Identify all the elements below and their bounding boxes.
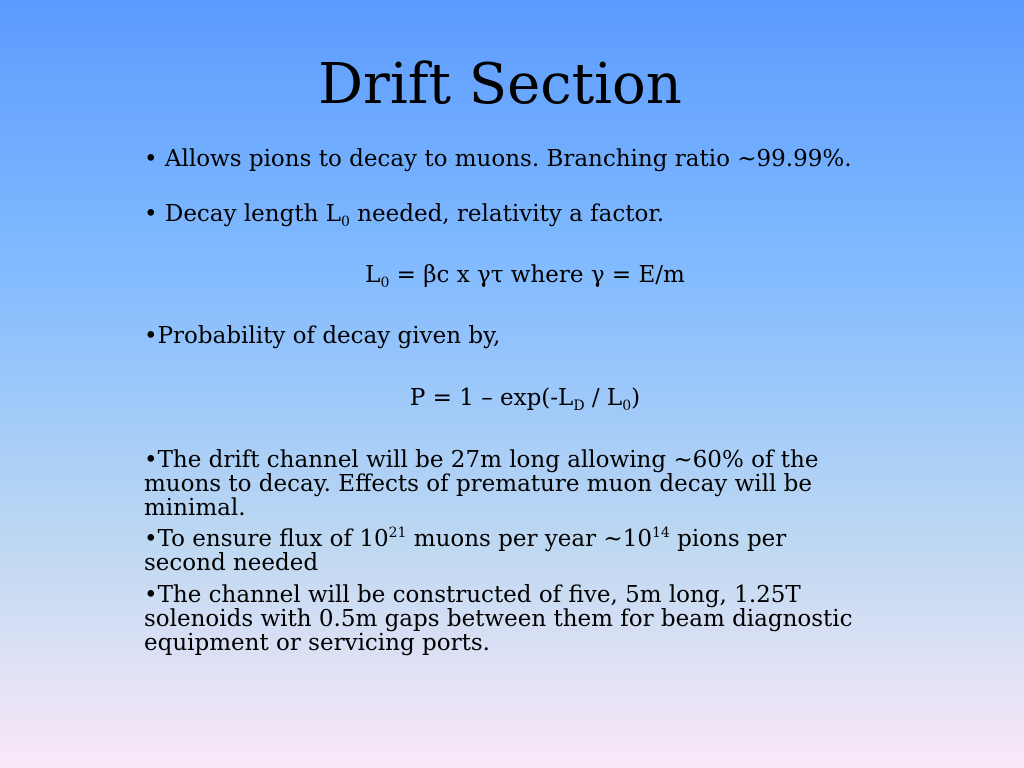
bullet-solenoids: •The channel will be constructed of five, 5m long, 1.25T solenoids with 0.5m gaps between them for beam diagnostic equipment or servicing ports.: [144, 582, 853, 656]
equation-decay-length-pre: L: [365, 262, 381, 288]
equation-probability-post: ): [631, 385, 641, 411]
equation-decay-length: [0, 262, 1024, 291]
bullet-decay-length-pre: • Decay length L: [144, 201, 341, 227]
equation-decay-length-sub: 0: [380, 275, 390, 291]
equation-probability-pre: P = 1 – exp(-L: [409, 385, 574, 411]
bullet-flux-mid: muons per year ~10: [406, 526, 652, 552]
bullet-pion-decay: • Allows pions to decay to muons. Branching ratio ~99.99%.: [144, 146, 852, 172]
equation-probability-sub-d: D: [573, 398, 585, 414]
bullet-flux-sup-14: 14: [651, 525, 670, 541]
bullet-decay-length: [144, 201, 874, 230]
bullet-drift-channel: •The drift channel will be 27m long allowing ~60% of the muons to decay. Effects of premature muon decay will be minimal.: [144, 447, 819, 521]
bullet-flux-post: pions per second needed: [144, 526, 787, 576]
bullet-flux-pre: •To ensure flux of 10: [144, 526, 389, 552]
bullet-decay-length-sub: 0: [340, 214, 350, 230]
slide-title: Drift Section: [318, 52, 682, 117]
bullet-decay-length-post: needed, relativity a factor.: [349, 201, 665, 227]
equation-probability-mid: / L: [584, 385, 623, 411]
bullet-flux-sup-21: 21: [388, 525, 407, 541]
bullet-flux: [144, 527, 874, 575]
equation-decay-length-post: = βc x γτ where γ = E/m: [389, 262, 685, 288]
equation-probability-sub-0: 0: [622, 398, 632, 414]
equation-probability: [0, 385, 1024, 414]
bullet-probability: •Probability of decay given by,: [144, 323, 501, 349]
